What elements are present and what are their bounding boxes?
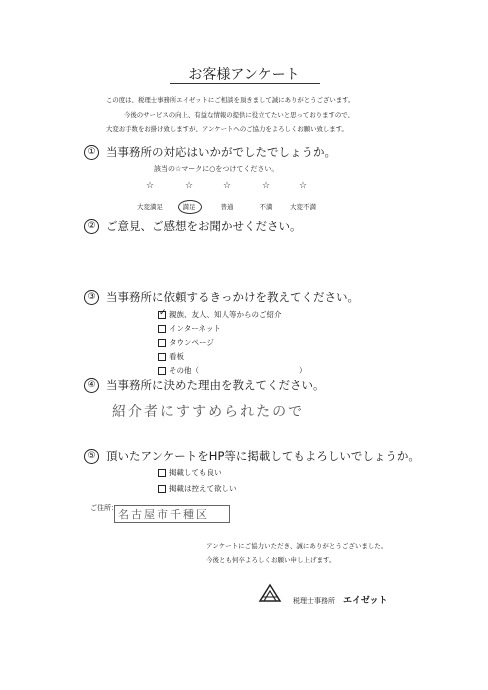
rating-star-3[interactable]: ☆ xyxy=(223,181,232,191)
question-4-number: ④ xyxy=(84,378,99,393)
q3-option-1[interactable] xyxy=(158,309,282,320)
q5-option-1[interactable] xyxy=(158,467,222,478)
rating-label-3: 普通 xyxy=(220,203,234,211)
footer-line-2: 今後とも何卒よろしくお願い申し上げます。 xyxy=(206,556,336,564)
checkbox-checked[interactable] xyxy=(158,307,167,319)
checkbox[interactable] xyxy=(158,367,166,375)
q3-option-2-label: インターネット xyxy=(169,324,221,333)
logo-company-name: エイゼット xyxy=(343,596,388,606)
question-2-text: ご意見、ご感想をお聞かせください。 xyxy=(106,219,302,233)
q3-option-5-label: その他（ xyxy=(169,366,199,375)
address-label: ご住所： xyxy=(90,504,118,512)
checkbox[interactable] xyxy=(158,339,166,347)
question-1-instruction: 該当の☆マークに○をつけてください。 xyxy=(154,165,279,173)
q3-option-4[interactable] xyxy=(158,351,184,362)
q3-option-1-label: 親族、友人、知人等からのご紹介 xyxy=(169,310,282,319)
checkbox[interactable] xyxy=(158,353,166,361)
q5-option-2[interactable] xyxy=(158,483,237,494)
question-5-number: ⑤ xyxy=(84,449,99,464)
q5-option-2-label: 掲載は控えて欲しい xyxy=(169,484,237,493)
question-1-text: 当事務所の対応はいかがでしたでしょうか。 xyxy=(106,145,336,159)
question-2-answer-area[interactable] xyxy=(106,240,406,280)
question-3-number: ③ xyxy=(84,290,99,305)
selected-rating-circle xyxy=(178,200,202,214)
intro-line-3: 大変お手数をお掛け致しますが、アンケートへのご協力をよろしくお願い致します。 xyxy=(106,125,348,133)
rating-label-2: 満足 xyxy=(182,203,196,211)
question-5-text: 頂いたアンケートをHP等に掲載してもよろしいでしょうか。 xyxy=(106,449,420,463)
footer-line-1: アンケートにご協力いただき、誠にありがとうございました。 xyxy=(206,542,388,550)
rating-label-1: 大変満足 xyxy=(137,203,163,211)
intro-line-1: この度は、税理士事務所エイゼットにご相談を頂きまして誠にありがとうございます。 xyxy=(106,96,355,104)
check-mark-icon: ✓ xyxy=(159,307,167,318)
page-title: お客様アンケート xyxy=(188,67,300,83)
checkbox[interactable] xyxy=(158,469,166,477)
rating-star-5[interactable]: ☆ xyxy=(299,181,308,191)
address-handwritten-value[interactable]: 名古屋市千種区 xyxy=(118,508,209,521)
question-2-number: ② xyxy=(84,219,99,234)
rating-star-2[interactable]: ☆ xyxy=(185,181,194,191)
q3-option-5[interactable] xyxy=(158,365,199,376)
q3-option-4-label: 看板 xyxy=(169,352,184,361)
q3-option-3[interactable] xyxy=(158,337,214,348)
intro-line-2: 今後のサービスの向上、有益な情報の提供に役立てたいと思っておりますので、 xyxy=(124,111,354,119)
question-4-handwritten-answer[interactable]: 紹介者にすすめられたので xyxy=(112,404,305,420)
q5-option-1-label: 掲載しても良い xyxy=(169,468,222,477)
q3-option-3-label: タウンページ xyxy=(169,338,214,347)
checkbox[interactable] xyxy=(158,485,166,493)
rating-star-4[interactable]: ☆ xyxy=(262,181,271,191)
question-3-text: 当事務所に依頼するきっかけを教えてください。 xyxy=(106,290,359,304)
company-logo-icon xyxy=(258,583,282,603)
rating-label-4: 不満 xyxy=(259,203,273,211)
q3-other-close-paren: ） xyxy=(299,366,307,375)
q3-option-2[interactable] xyxy=(158,323,221,334)
question-4-text: 当事務所に決めた理由を教えてください。 xyxy=(106,378,325,392)
rating-star-1[interactable]: ☆ xyxy=(146,181,155,191)
question-1-number: ① xyxy=(84,145,99,160)
checkbox[interactable] xyxy=(158,325,166,333)
rating-label-5: 大変不満 xyxy=(290,203,316,211)
logo-office-text: 税理士事務所 xyxy=(293,597,335,605)
title-underline xyxy=(170,83,320,84)
